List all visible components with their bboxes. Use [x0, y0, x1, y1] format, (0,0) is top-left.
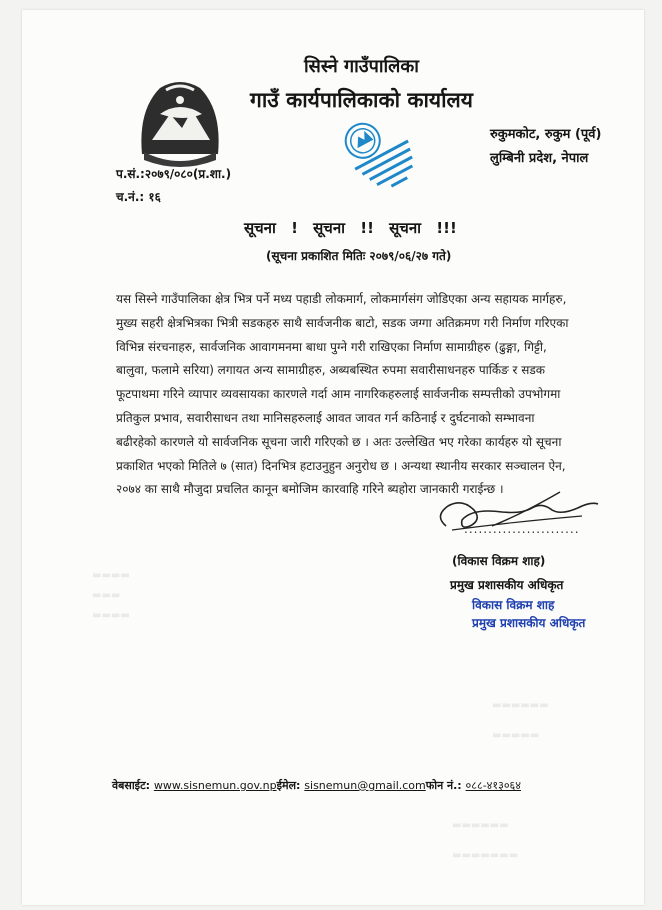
bleed-through-mark: ▬▬▬▬▬▬ — [492, 700, 549, 711]
signature-line: ........................ — [464, 522, 580, 536]
bleed-through-mark: ▬▬▬▬ — [92, 570, 130, 581]
notice-body-line: यस सिस्ने गाउँपालिका क्षेत्र भित्र पर्ने मध्य पहाडी लोकमार्ग, लोकमार्गसंग जोडिएका अन्य सहायक मार्गहरु, — [116, 292, 567, 306]
phone-label: फोन नं.: — [425, 779, 462, 792]
bleed-through-mark: ▬▬▬▬▬▬▬ — [452, 850, 519, 861]
notice-body-line: मुख्य सहरी क्षेत्रभित्रका भित्री सडकहरु साथै सार्वजनीक बाटो, सडक जग्गा अतिक्रमण गरी निर्माण गरिएका — [116, 315, 569, 330]
letter-number: प.सं.:२०७९/०८०(प्र.शा.) — [116, 167, 232, 181]
notice-body-line: बालुवा, फलामे सरिया) लगायत अन्य सामाग्रीहरु, अब्यबस्थित रुपमा सवारीसाधनहरु पार्किङ र सडक — [116, 363, 545, 378]
bleed-through-mark: ▬▬▬▬▬▬ — [452, 820, 509, 831]
stamp-title: प्रमुख प्रशासकीय अधिकृत — [472, 616, 586, 630]
notice-body-line: विभिन्न संरचनाहरु, सार्वजनिक आवागमनमा बाधा पुग्ने गरी राखिएका निर्माण सामाग्रीहरु (ढुङ्गा, गिट्टी, — [116, 339, 547, 354]
signatory-name: (विकास विक्रम शाह) — [452, 554, 546, 568]
notice-body-line: प्रतिकुल प्रभाव, सवारीसाधन तथा मानिसहरुलाई आवत जावत गर्न कठिनाई र दुर्घटनाको सम्भावना — [116, 410, 535, 425]
notice-title: सूचना ! सूचना !! सूचना !!! — [244, 219, 457, 237]
notice-body-line: प्रकाशित भएको मितिले ७ (सात) दिनभित्र हटाउनुहुन अनुरोध छ । अन्यथा स्थानीय सरकार सञ्चालन ऐन, — [116, 458, 566, 473]
letter-page — [22, 10, 644, 905]
bleed-through-mark: ▬▬▬ — [92, 590, 121, 601]
website-label: वेबसाईट: — [112, 779, 151, 792]
municipality-name: सिस्ने गाउँपालिका — [304, 56, 419, 77]
dispatch-number: च.नं.: १६ — [116, 190, 161, 204]
notice-body-line: बढीरहेको कारणले यो सार्वजनिक सूचना जारी गरिएको छ । अतः उल्लेखित भए गरेका कार्यहरु यो सूचना — [116, 434, 562, 449]
phone-number: ०८८-४१३०६४ — [465, 779, 521, 792]
municipality-seal-icon — [340, 108, 428, 194]
footer-contact — [112, 778, 521, 793]
bleed-through-mark: ▬▬▬▬▬ — [492, 730, 540, 741]
email-label: ईमेल: — [276, 779, 301, 792]
website-link[interactable]: www.sisnemun.gov.np — [153, 779, 277, 792]
notice-published-date: (सूचना प्रकाशित मितिः २०७९/०६/२७ गते) — [266, 249, 452, 263]
notice-body-line: फूटपाथमा गरिने व्यापार व्यवसायका कारणले गर्दा आम नागरिकहरुलाई सार्वजनीक सम्पत्तीको उपभोगमा — [116, 387, 561, 402]
office-name: गाउँ कार्यपालिकाको कार्यालय — [250, 88, 473, 112]
notice-body — [116, 288, 646, 502]
notice-body-line: २०७४ का साथै मौजुदा प्रचलित कानून बमोजिम कारवाहि गरिने ब्यहोरा जानकारी गराईन्छ । — [116, 482, 504, 497]
address-line-2: लुम्बिनी प्रदेश, नेपाल — [490, 151, 589, 166]
bleed-through-mark: ▬▬▬▬ — [92, 610, 130, 621]
signatory-title: प्रमुख प्रशासकीय अधिकृत — [450, 578, 564, 592]
nepal-emblem-icon — [130, 70, 230, 170]
stamp-name: विकास विक्रम शाह — [472, 598, 555, 612]
email-link[interactable]: sisnemun@gmail.com — [304, 779, 426, 792]
address-line-1: रुकुमकोट, रुकुम (पूर्व) — [490, 127, 602, 142]
